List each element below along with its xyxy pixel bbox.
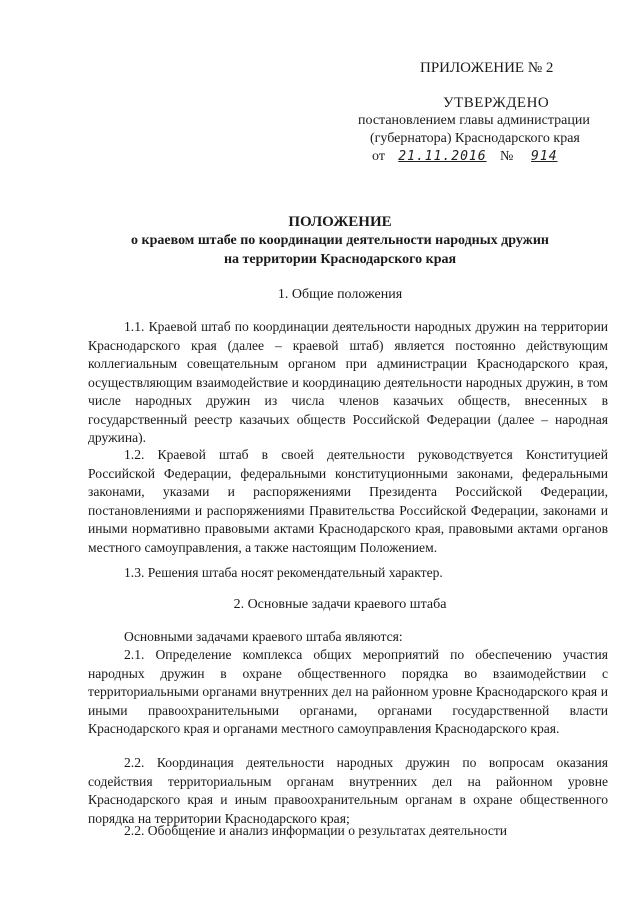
paragraph-2-1: 2.1. Определение комплекса общих мероприятий по обеспечению участия народных дружин в охране общественного порядка во взаимодействии с территориальными органами внутренних дел на районном уровне Краснодарского края и иными правоохранительными органами, органами государственной власти Краснодарского края и органами местного самоуправления Краснодарского края. [88, 647, 608, 736]
paragraph-2-2: 2.2. Координация деятельности народных дружин по вопросам оказания содействия территориальным органам внутренних дел на районном уровне Краснодарского края и иным правоохранительным органам в охране общественного порядка на территории Краснодарского края; [88, 755, 608, 826]
from-label: от [372, 149, 385, 164]
number-label: № [499, 149, 514, 164]
document-subtitle-line-2: на территории Краснодарского края [223, 252, 457, 267]
approval-number: 914 [531, 149, 558, 164]
paragraph-2-3: 2.2. Обобщение и анализ информации о результатах деятельности [124, 823, 508, 838]
approval-date-number-line [372, 149, 572, 165]
section-2-intro: Основными задачами краевого штаба являются: [124, 629, 403, 644]
section-2-heading: 2. Основные задачи краевого штаба [233, 597, 447, 612]
document-title: ПОЛОЖЕНИЕ [288, 214, 392, 230]
paragraph-1-2: 1.2. Краевой штаб в своей деятельности руководствуется Конституцией Российской Федерации, федеральными конституционными законами, федеральными законами, указами и распоряжениями Президента Российской Федерации, постановлениями и распоряжениями Правительства Российской Федерации, законами и иными нормативно правовыми актами Краснодарского края, правовыми актами органов местного самоуправления, а также настоящим Положением. [88, 447, 608, 555]
paragraph-1-1: 1.1. Краевой штаб по координации деятельности народных дружин на территории Краснодарского края (далее – краевой штаб) является постоянно действующим коллегиальным совещательным органом при администрации Краснодарского края, осуществляющим взаимодействие и координацию деятельности народных дружин, в том числе народных дружин из числа членов казачьих обществ, внесенных в государственный реестр казачьих обществ Российской Федерации (далее – народная дружина). [88, 319, 608, 445]
approval-line-1: постановлением главы администрации [358, 113, 590, 128]
approval-date: 21.11.2016 [398, 149, 487, 164]
approved-stamp-title: УТВЕРЖДЕНО [443, 95, 550, 111]
approval-line-2: (губернатора) Краснодарского края [370, 131, 580, 146]
section-1-heading: 1. Общие положения [277, 287, 403, 302]
appendix-label: ПРИЛОЖЕНИЕ № 2 [420, 60, 554, 76]
document-subtitle-line-1: о краевом штабе по координации деятельности народных дружин [131, 233, 549, 248]
paragraph-1-3: 1.3. Решения штаба носят рекомендательный характер. [124, 565, 443, 580]
